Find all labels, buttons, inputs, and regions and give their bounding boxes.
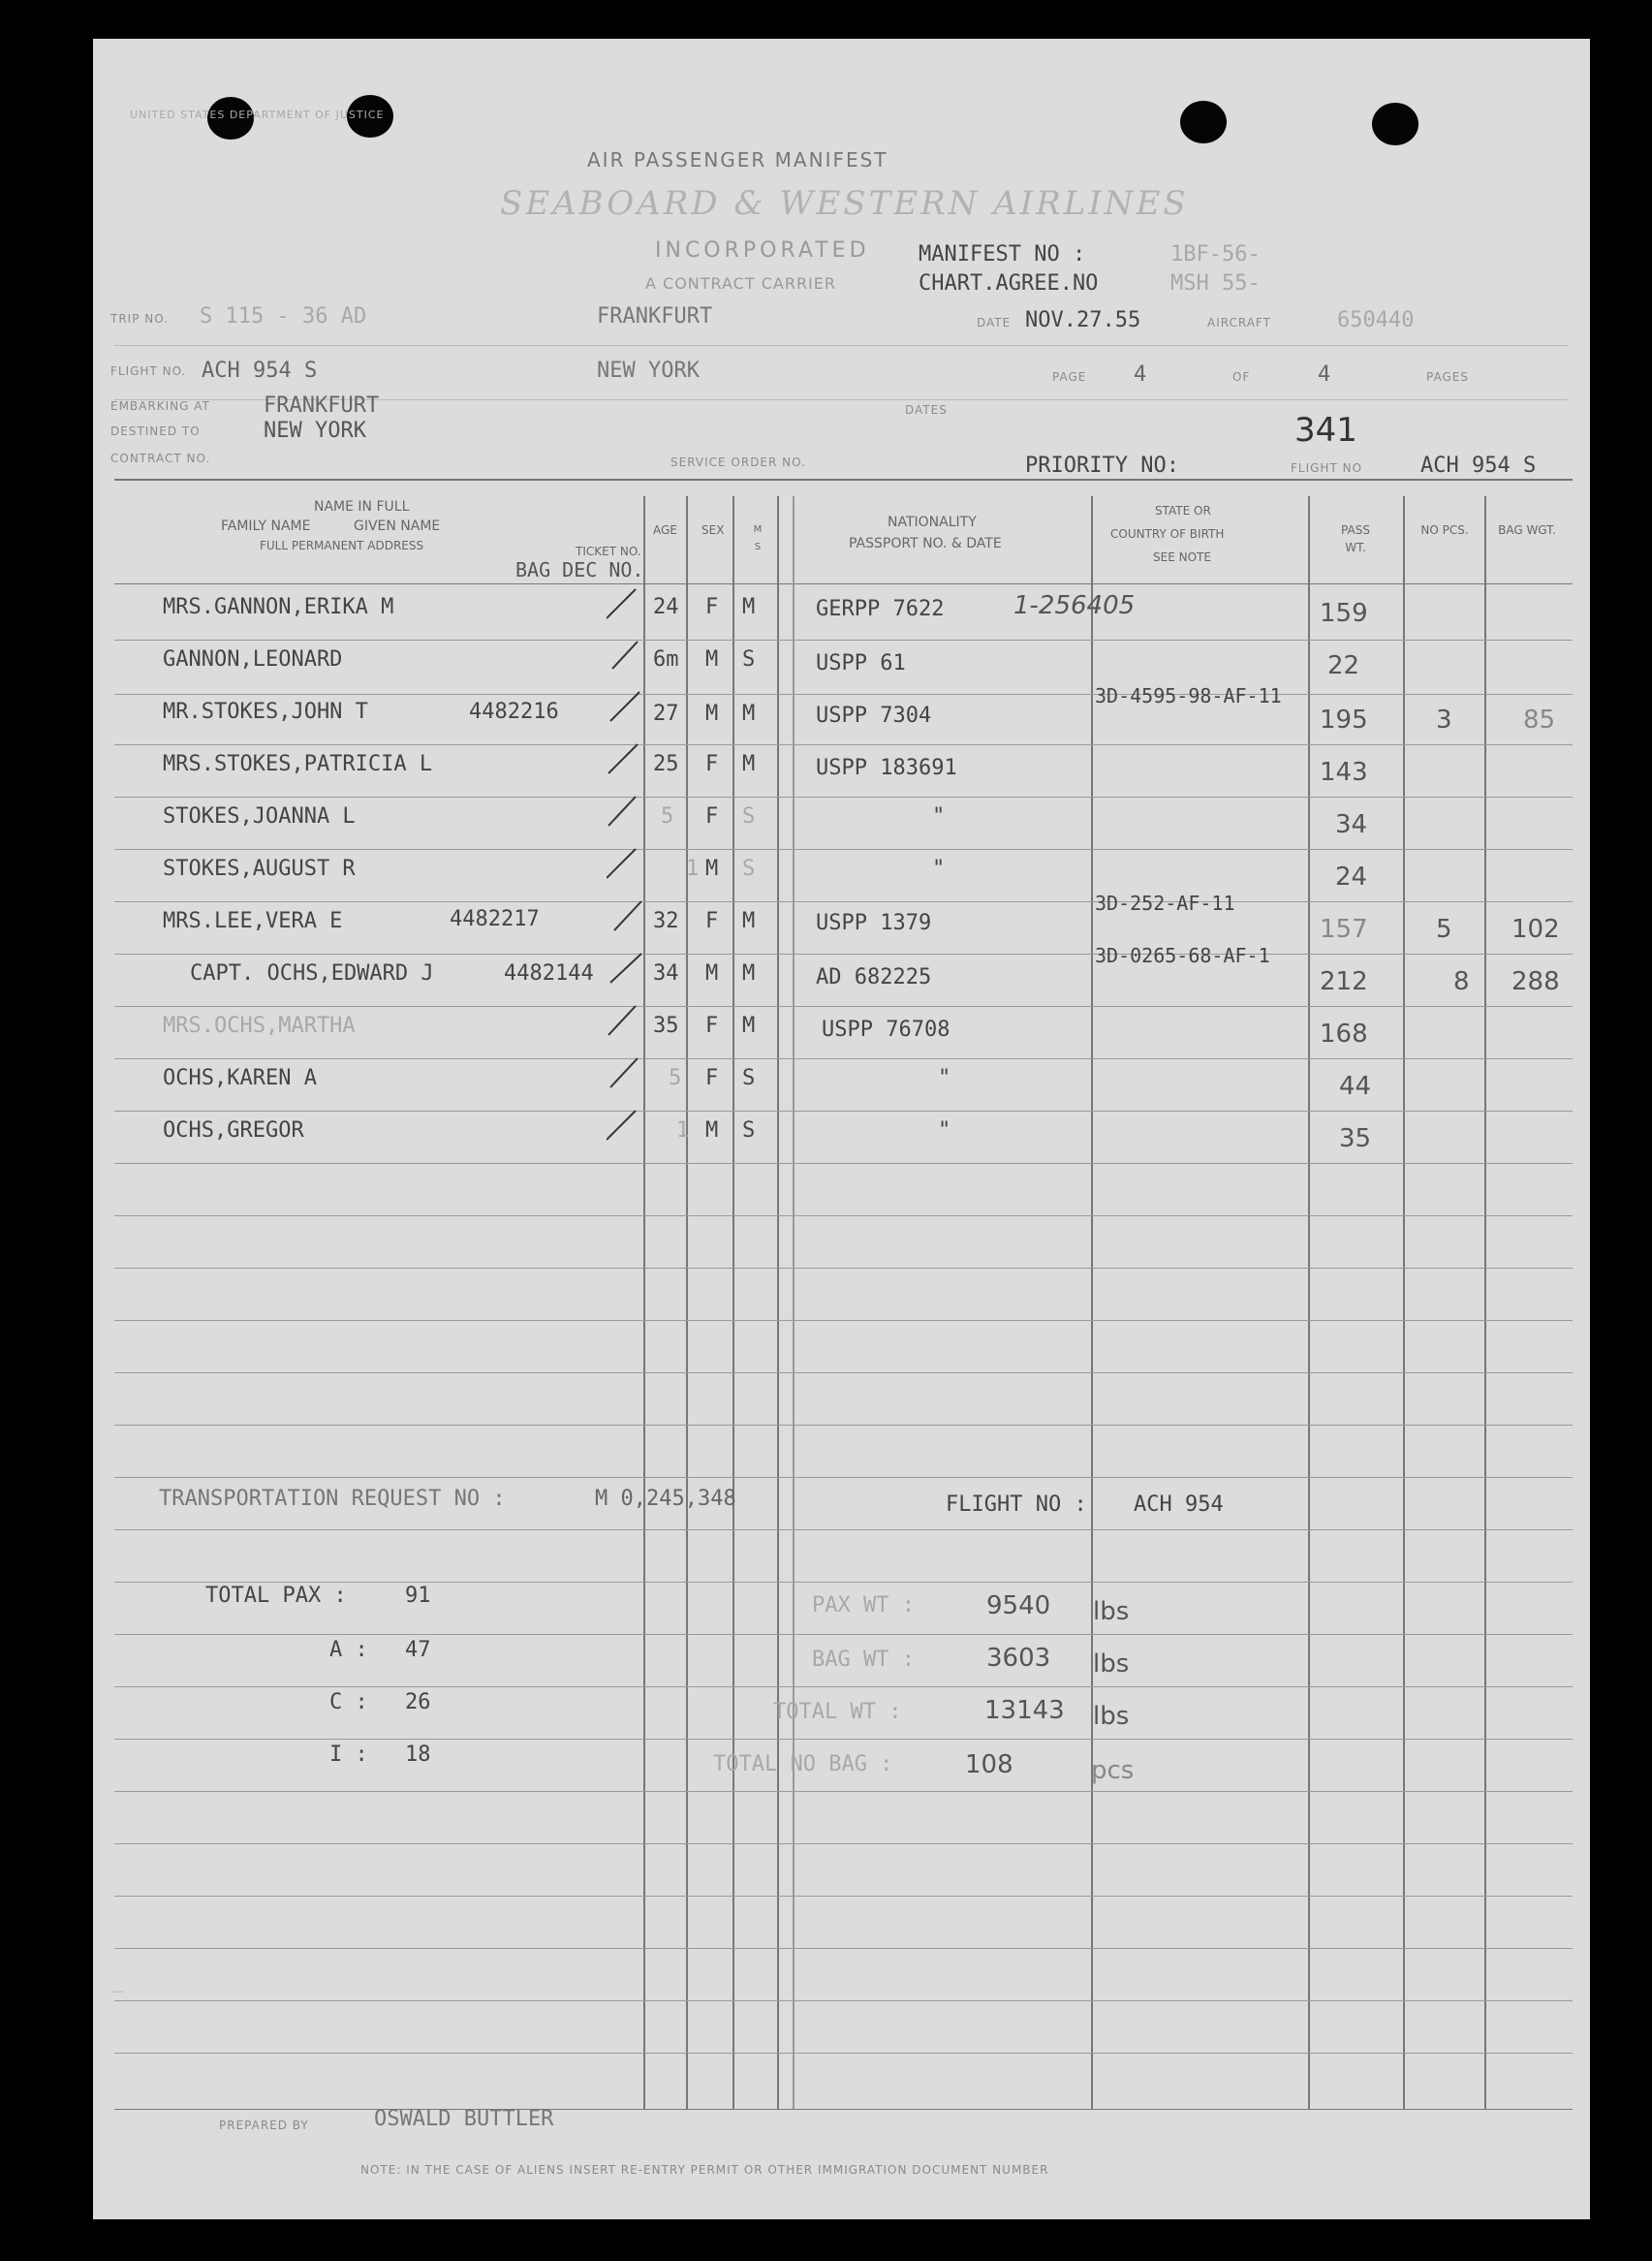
passenger-bag-wt: 85 bbox=[1523, 706, 1556, 735]
col-birth-header-l1: STATE OR bbox=[1155, 504, 1211, 518]
col-name-header-l2: FAMILY NAME GIVEN NAME bbox=[221, 518, 441, 534]
handwritten-number: 1-256405 bbox=[1013, 591, 1136, 620]
total-c-label: C : bbox=[329, 1690, 368, 1714]
passenger-ms: M bbox=[742, 702, 756, 726]
passenger-sex: M bbox=[705, 647, 719, 672]
transport-flight-value: ACH 954 bbox=[1134, 1492, 1224, 1517]
passenger-ms: S bbox=[742, 647, 756, 672]
passenger-ms: M bbox=[742, 909, 756, 933]
passenger-bag-wt: 102 bbox=[1512, 915, 1560, 944]
department-line: UNITED STATES DEPARTMENT OF JUSTICE bbox=[130, 109, 385, 121]
chart-agree-label: CHART.AGREE.NO bbox=[919, 271, 1099, 296]
passenger-pass-wt: 35 bbox=[1339, 1124, 1372, 1153]
passenger-ticket: 4482216 bbox=[469, 700, 559, 724]
passenger-pass-wt: 143 bbox=[1320, 758, 1368, 787]
passenger-passport: USPP 61 bbox=[816, 651, 906, 675]
trip-no-label: TRIP NO. bbox=[110, 312, 170, 326]
col-name-header-l3: FULL PERMANENT ADDRESS bbox=[260, 539, 424, 552]
embarking-value: FRANKFURT bbox=[264, 393, 380, 418]
page-value: 4 bbox=[1134, 362, 1147, 387]
chart-agree-value: MSH 55- bbox=[1170, 271, 1261, 296]
passenger-passport: GERPP 7622 bbox=[816, 597, 945, 621]
passenger-age: 34 bbox=[653, 961, 679, 986]
col-age-header: AGE bbox=[653, 523, 677, 537]
priority-label: PRIORITY NO: bbox=[1025, 454, 1179, 478]
passenger-passport: USPP 76708 bbox=[822, 1018, 951, 1042]
flight-no-small-value: ACH 954 S bbox=[1420, 454, 1537, 478]
trip-no-value: S 115 - 36 AD bbox=[200, 304, 367, 329]
passenger-name: MRS.OCHS,MARTHA bbox=[163, 1014, 356, 1038]
date-value: NOV.27.55 bbox=[1025, 308, 1141, 332]
passenger-sex: F bbox=[705, 752, 719, 776]
passenger-ms: M bbox=[742, 752, 756, 776]
passenger-passport: AD 682225 bbox=[816, 965, 932, 989]
total-a-label: A : bbox=[329, 1638, 368, 1662]
transport-flight-label: FLIGHT NO : bbox=[946, 1492, 1087, 1517]
col-no-pcs-header: NO PCS. bbox=[1420, 523, 1469, 537]
passenger-passport: " bbox=[938, 1066, 951, 1090]
punch-hole-right bbox=[1372, 103, 1418, 145]
passenger-bag-pcs: 3 bbox=[1436, 706, 1452, 735]
row-number: — bbox=[112, 1985, 123, 1997]
passenger-ms: S bbox=[742, 1118, 756, 1143]
footer-note: NOTE: IN THE CASE OF ALIENS INSERT RE-ENTRY PERMIT OR OTHER IMMIGRATION DOCUMENT NUMBER bbox=[360, 2163, 1049, 2177]
passenger-pass-wt: 34 bbox=[1335, 810, 1368, 839]
passenger-pass-wt: 168 bbox=[1320, 1020, 1368, 1049]
passenger-ms: S bbox=[742, 804, 756, 829]
passenger-ms: S bbox=[742, 1066, 756, 1090]
total-i-label: I : bbox=[329, 1743, 368, 1767]
passenger-name: GANNON,LEONARD bbox=[163, 647, 343, 672]
passenger-age: 5 bbox=[669, 1066, 682, 1090]
passenger-passport: USPP 1379 bbox=[816, 911, 932, 935]
passenger-pass-wt: 212 bbox=[1320, 967, 1368, 996]
col-bag-dec-header: BAG DEC NO. bbox=[515, 558, 644, 581]
col-pass-wt-header: PASS WT. bbox=[1341, 523, 1370, 554]
bag-wt-label: BAG WT : bbox=[812, 1648, 915, 1672]
manifest-no-label: MANIFEST NO : bbox=[919, 242, 1086, 267]
passenger-sex: F bbox=[705, 804, 719, 829]
destination-value: NEW YORK bbox=[597, 359, 700, 383]
passenger-ticket: 4482144 bbox=[504, 961, 594, 986]
passenger-sex: M bbox=[705, 702, 719, 726]
passenger-ticket: 4482217 bbox=[450, 907, 540, 931]
manifest-sheet bbox=[93, 39, 1590, 2219]
of-label: OF bbox=[1232, 370, 1251, 384]
passenger-name: MRS.STOKES,PATRICIA L bbox=[163, 752, 433, 776]
total-wt-value: 13143 bbox=[984, 1696, 1065, 1725]
passenger-passport: USPP 183691 bbox=[816, 756, 957, 780]
destined-label: DESTINED TO bbox=[110, 424, 201, 438]
passenger-pass-wt: 157 bbox=[1320, 915, 1368, 944]
flight-no-small-label: FLIGHT NO bbox=[1291, 461, 1363, 475]
pax-wt-value: 9540 bbox=[986, 1591, 1051, 1620]
airline-name: SEABOARD & WESTERN AIRLINES bbox=[500, 184, 1189, 223]
passenger-sex: M bbox=[705, 857, 719, 881]
passenger-pass-wt: 24 bbox=[1335, 863, 1368, 892]
passenger-sex: M bbox=[705, 1118, 719, 1143]
passenger-sex: F bbox=[705, 1066, 719, 1090]
passenger-ms: M bbox=[742, 595, 756, 619]
passenger-age: 32 bbox=[653, 909, 679, 933]
total-i-value: 18 bbox=[405, 1743, 431, 1767]
passenger-passport: " bbox=[932, 804, 946, 829]
manifest-no-value: 1BF-56- bbox=[1170, 242, 1261, 267]
passenger-sex: F bbox=[705, 1014, 719, 1038]
passenger-name: OCHS,GREGOR bbox=[163, 1118, 304, 1143]
passenger-age: 1 bbox=[676, 1118, 690, 1143]
passenger-name: STOKES,JOANNA L bbox=[163, 804, 356, 829]
pax-wt-label: PAX WT : bbox=[812, 1593, 915, 1617]
passenger-name: MRS.GANNON,ERIKA M bbox=[163, 595, 394, 619]
stamp-number: 341 bbox=[1294, 411, 1357, 450]
passenger-passport: USPP 7304 bbox=[816, 704, 932, 728]
pages-label: PAGES bbox=[1426, 370, 1469, 384]
prepared-by-value: OSWALD BUTTLER bbox=[374, 2107, 554, 2131]
contract-no-label: CONTRACT NO. bbox=[110, 452, 211, 465]
total-bag-label: TOTAL NO BAG : bbox=[713, 1752, 893, 1776]
passenger-bag-pcs: 8 bbox=[1453, 967, 1470, 996]
passenger-birth-note: 3D-4595-98-AF-11 bbox=[1095, 684, 1282, 707]
flight-no-value: ACH 954 S bbox=[202, 359, 318, 383]
passenger-bag-pcs: 5 bbox=[1436, 915, 1452, 944]
service-order-label: SERVICE ORDER NO. bbox=[670, 455, 806, 469]
col-ticket-header: TICKET NO. bbox=[576, 545, 641, 558]
passenger-sex: F bbox=[705, 909, 719, 933]
incorporated-label: INCORPORATED bbox=[655, 238, 870, 263]
passenger-pass-wt: 195 bbox=[1320, 706, 1368, 735]
passenger-sex: F bbox=[705, 595, 719, 619]
passenger-ms: M bbox=[742, 961, 756, 986]
passenger-passport: " bbox=[938, 1118, 951, 1143]
page-label: PAGE bbox=[1052, 370, 1087, 384]
total-bag-unit: pcs bbox=[1091, 1756, 1135, 1785]
aircraft-value: 650440 bbox=[1337, 308, 1415, 332]
total-pax-label: TOTAL PAX : bbox=[205, 1584, 347, 1608]
col-name-header-l1: NAME IN FULL bbox=[314, 499, 410, 515]
passenger-age: 35 bbox=[653, 1014, 679, 1038]
col-nationality-header-l1: NATIONALITY bbox=[888, 515, 977, 530]
transport-request-label: TRANSPORTATION REQUEST NO : bbox=[159, 1487, 506, 1511]
passenger-name: CAPT. OCHS,EDWARD J bbox=[190, 961, 434, 986]
passenger-birth-note: 3D-0265-68-AF-1 bbox=[1095, 944, 1270, 967]
passenger-age: 27 bbox=[653, 702, 679, 726]
passenger-pass-wt: 44 bbox=[1339, 1072, 1372, 1101]
punch-hole-mid-right bbox=[1180, 101, 1227, 143]
passenger-name: STOKES,AUGUST R bbox=[163, 857, 356, 881]
dates-label: DATES bbox=[905, 403, 948, 417]
passenger-sex: M bbox=[705, 961, 719, 986]
col-ms-header: M S bbox=[753, 524, 763, 552]
col-birth-header-l3: SEE NOTE bbox=[1153, 550, 1211, 564]
bag-wt-unit: lbs bbox=[1093, 1649, 1130, 1679]
of-value: 4 bbox=[1318, 362, 1331, 387]
passenger-age: 1 bbox=[686, 857, 700, 881]
manifest-title: AIR PASSENGER MANIFEST bbox=[587, 148, 888, 172]
col-bag-wt-header: BAG WGT. bbox=[1498, 523, 1556, 537]
prepared-by-label: PREPARED BY bbox=[219, 2119, 309, 2132]
passenger-age: 24 bbox=[653, 595, 679, 619]
passenger-bag-wt: 288 bbox=[1512, 967, 1560, 996]
total-bag-value: 108 bbox=[965, 1750, 1013, 1779]
pax-wt-unit: lbs bbox=[1093, 1597, 1130, 1626]
transport-request-value: M 0,245,348 bbox=[595, 1487, 736, 1511]
passenger-ms: S bbox=[742, 857, 756, 881]
flight-no-label: FLIGHT NO. bbox=[110, 364, 187, 378]
total-wt-unit: lbs bbox=[1093, 1702, 1130, 1731]
passenger-birth-note: 3D-252-AF-11 bbox=[1095, 892, 1235, 915]
check-marks bbox=[607, 581, 723, 1202]
total-pax-value: 91 bbox=[405, 1584, 431, 1608]
passenger-age: 25 bbox=[653, 752, 679, 776]
passenger-age: 5 bbox=[661, 804, 674, 829]
col-sex-header: SEX bbox=[701, 523, 725, 537]
passenger-pass-wt: 159 bbox=[1320, 599, 1368, 628]
embarking-label: EMBARKING AT bbox=[110, 399, 210, 413]
passenger-age: 6m bbox=[653, 647, 679, 672]
passenger-name: OCHS,KAREN A bbox=[163, 1066, 317, 1090]
contract-carrier-label: A CONTRACT CARRIER bbox=[645, 274, 836, 293]
total-a-value: 47 bbox=[405, 1638, 431, 1662]
aircraft-label: AIRCRAFT bbox=[1207, 316, 1271, 330]
bag-wt-value: 3603 bbox=[986, 1644, 1051, 1673]
passenger-ms: M bbox=[742, 1014, 756, 1038]
total-c-value: 26 bbox=[405, 1690, 431, 1714]
date-label: DATE bbox=[977, 316, 1012, 330]
passenger-name: MR.STOKES,JOHN T bbox=[163, 700, 368, 724]
origin-value: FRANKFURT bbox=[597, 304, 713, 329]
col-nationality-header-l2: PASSPORT NO. & DATE bbox=[849, 536, 1002, 551]
passenger-passport: " bbox=[932, 857, 946, 881]
col-birth-header-l2: COUNTRY OF BIRTH bbox=[1110, 527, 1225, 541]
passenger-name: MRS.LEE,VERA E bbox=[163, 909, 343, 933]
passenger-pass-wt: 22 bbox=[1327, 651, 1360, 680]
destined-value: NEW YORK bbox=[264, 419, 366, 443]
total-wt-label: TOTAL WT : bbox=[773, 1700, 902, 1724]
